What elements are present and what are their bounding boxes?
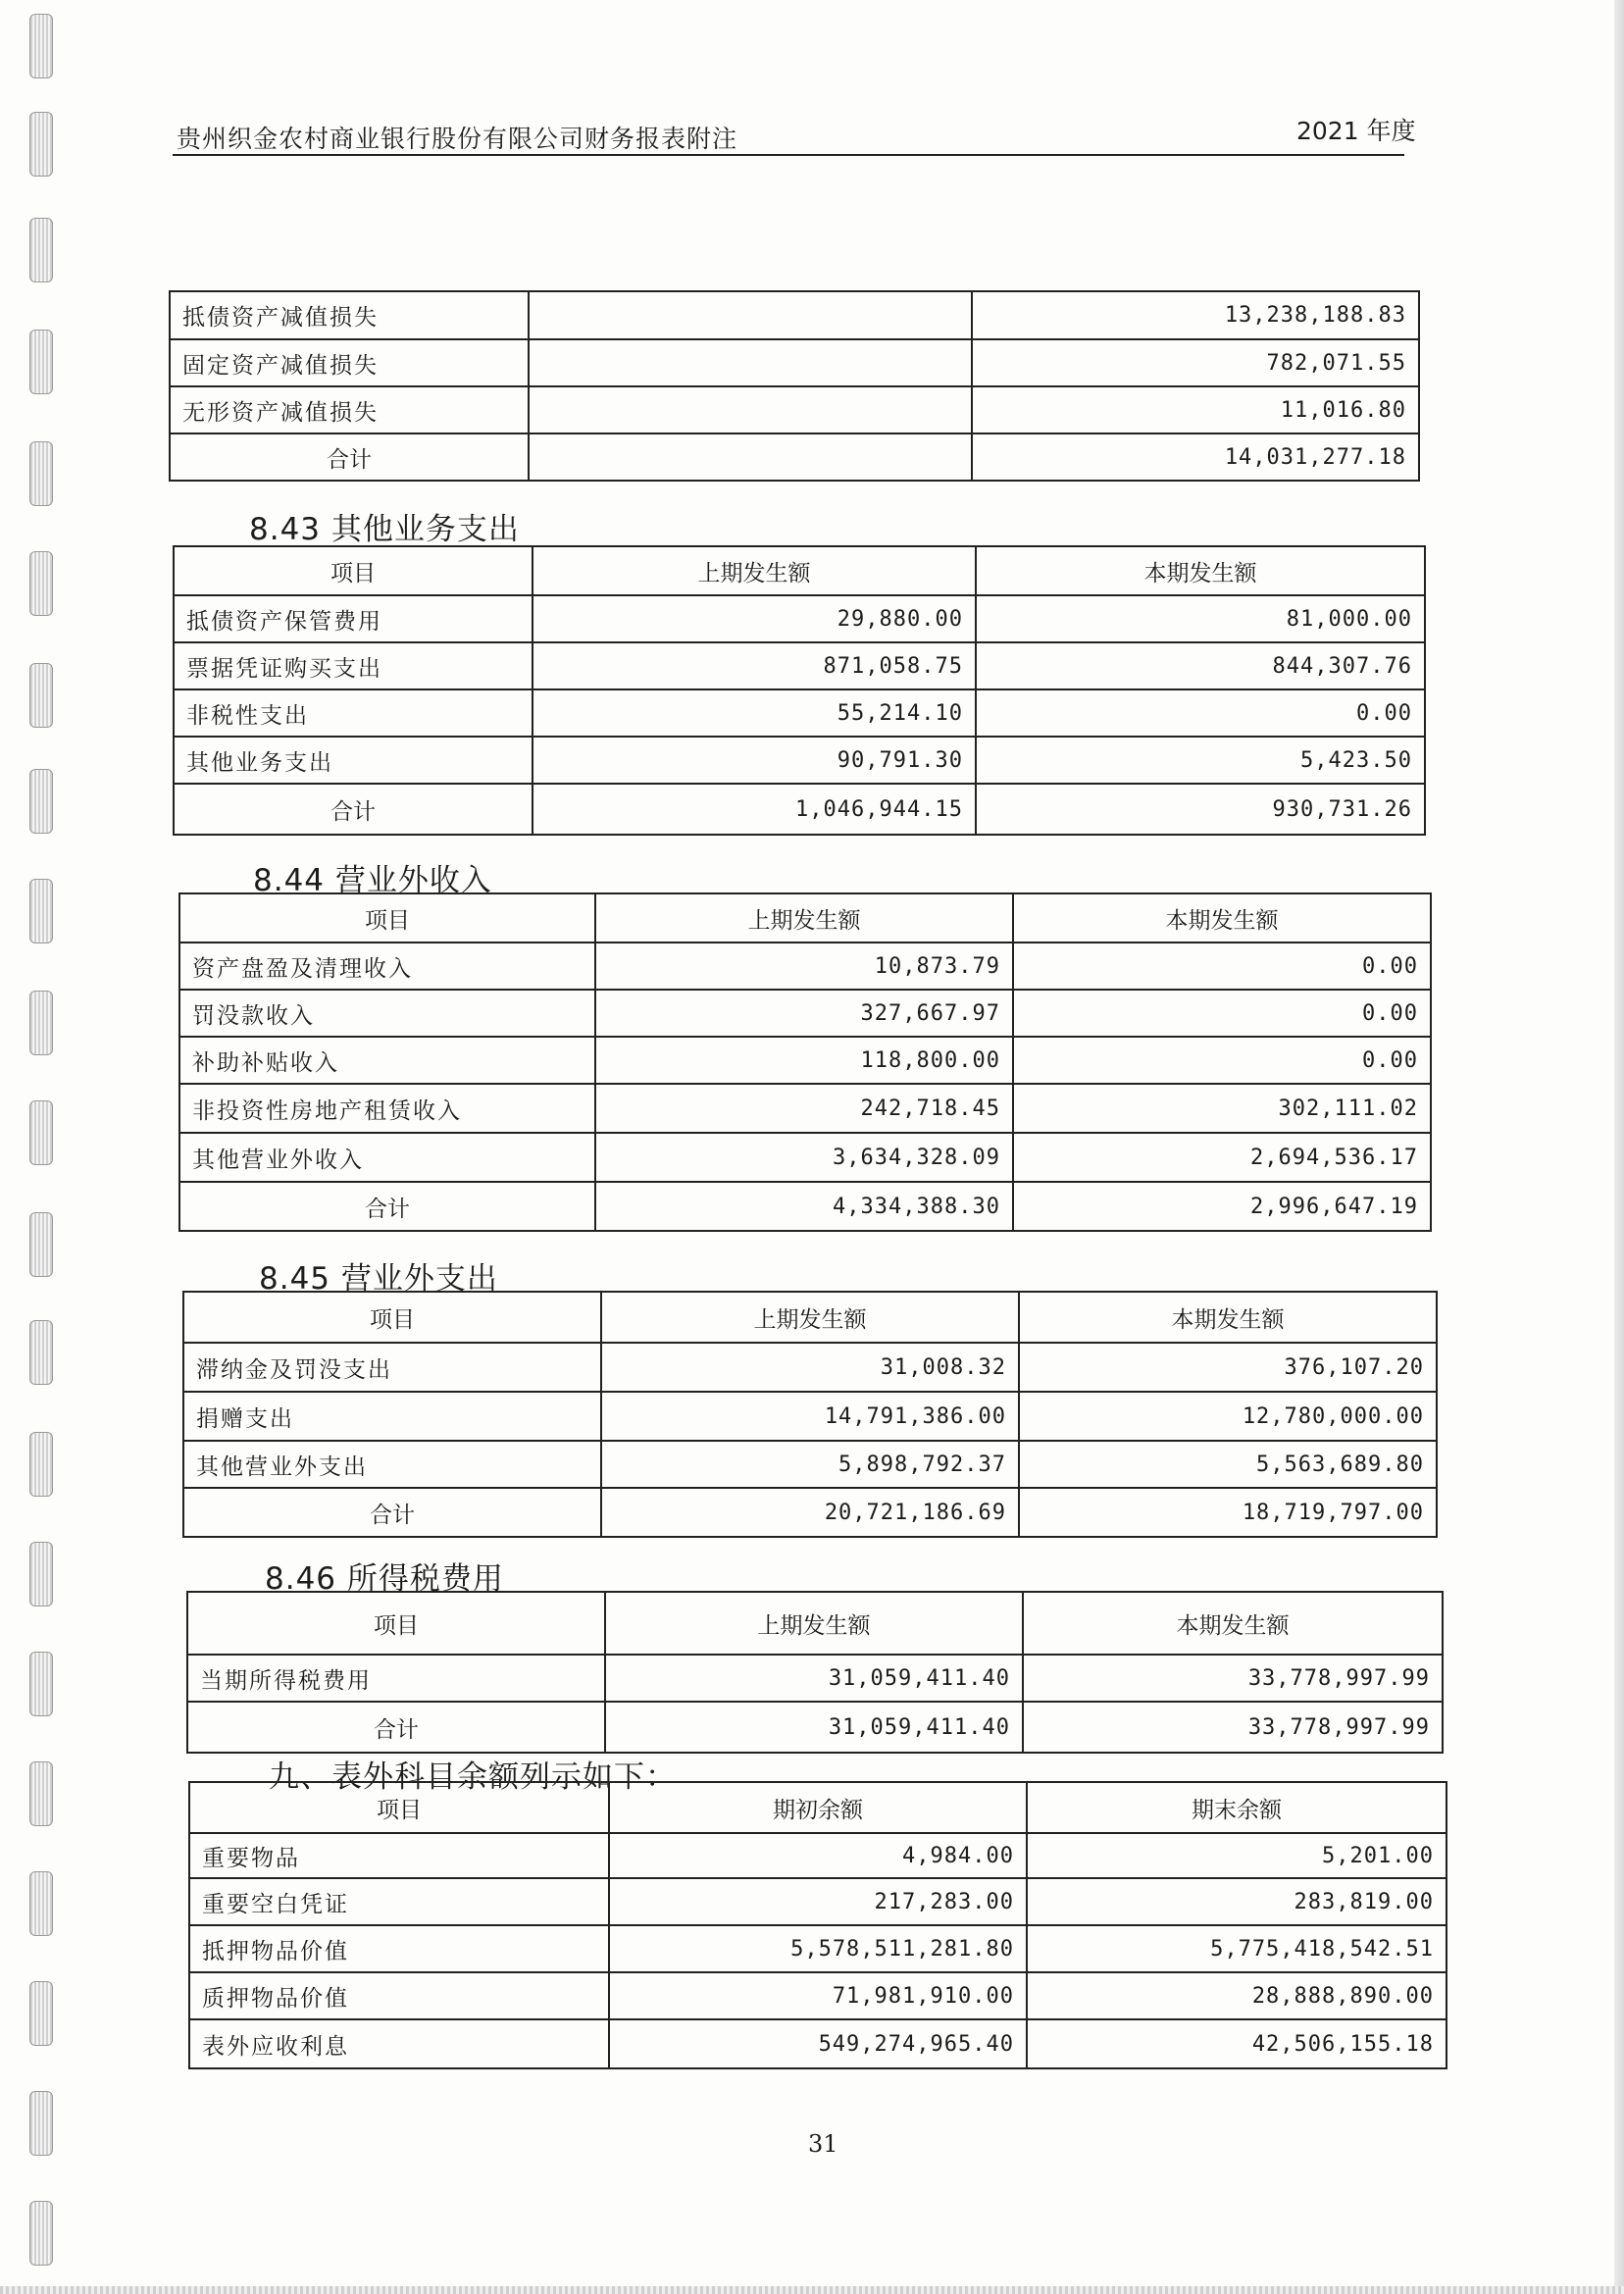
total-row: 合计 4,334,388.30 2,996,647.19 bbox=[179, 1182, 1431, 1231]
section-title-8-46: 8.46 所得税费用 bbox=[265, 1561, 504, 1597]
impairment-table bbox=[169, 290, 1420, 482]
report-title: 贵州织金农村商业银行股份有限公司财务报表附注 bbox=[177, 125, 738, 153]
row-label: 合计 bbox=[170, 433, 529, 481]
table-row: 非投资性房地产租赁收入 242,718.45 302,111.02 bbox=[179, 1084, 1431, 1133]
row-label: 固定资产减值损失 bbox=[170, 339, 529, 386]
section-title-off-balance: 九、表外科目余额列示如下： bbox=[269, 1759, 677, 1795]
table-row: 补助补贴收入 118,800.00 0.00 bbox=[179, 1037, 1431, 1084]
non-operating-income-table bbox=[178, 892, 1432, 1232]
other-business-expense-table bbox=[173, 545, 1426, 836]
table-header: 项目 期初余额 期末余额 bbox=[189, 1782, 1446, 1833]
table-row: 罚没款收入 327,667.97 0.00 bbox=[179, 990, 1431, 1037]
report-year: 2021 年度 bbox=[1296, 117, 1416, 145]
table-row: 重要空白凭证 217,283.00 283,819.00 bbox=[189, 1878, 1446, 1925]
current-value: 14,031,277.18 bbox=[972, 433, 1419, 481]
table-header: 项目 上期发生额 本期发生额 bbox=[183, 1292, 1437, 1343]
table-row: 票据凭证购买支出 871,058.75 844,307.76 bbox=[174, 642, 1425, 689]
total-row bbox=[170, 433, 1419, 481]
total-row: 合计 1,046,944.15 930,731.26 bbox=[174, 784, 1425, 835]
row-label: 无形资产减值损失 bbox=[170, 386, 529, 433]
page-edge-bottom bbox=[0, 2286, 1624, 2294]
table-row bbox=[170, 339, 1419, 386]
current-value: 11,016.80 bbox=[972, 386, 1419, 433]
section-title-8-45: 8.45 营业外支出 bbox=[259, 1261, 498, 1297]
table-row: 抵押物品价值 5,578,511,281.80 5,775,418,542.51 bbox=[189, 1925, 1446, 1972]
table-row: 滞纳金及罚没支出 31,008.32 376,107.20 bbox=[183, 1343, 1437, 1392]
table-row: 其他营业外支出 5,898,792.37 5,563,689.80 bbox=[183, 1441, 1437, 1488]
current-value: 13,238,188.83 bbox=[972, 291, 1419, 339]
table-row: 质押物品价值 71,981,910.00 28,888,890.00 bbox=[189, 1972, 1446, 2019]
table-row bbox=[170, 291, 1419, 339]
table-header: 项目 上期发生额 本期发生额 bbox=[174, 546, 1425, 595]
total-row: 合计 31,059,411.40 33,778,997.99 bbox=[187, 1702, 1443, 1753]
table-row: 当期所得税费用 31,059,411.40 33,778,997.99 bbox=[187, 1655, 1443, 1702]
table-header: 项目 上期发生额 本期发生额 bbox=[179, 893, 1431, 943]
header-rule bbox=[173, 154, 1404, 156]
page-edge bbox=[1614, 0, 1624, 2294]
section-title-8-43: 8.43 其他业务支出 bbox=[249, 512, 520, 547]
current-value: 782,071.55 bbox=[972, 339, 1419, 386]
total-row: 合计 20,721,186.69 18,719,797.00 bbox=[183, 1488, 1437, 1537]
off-balance-sheet-table bbox=[188, 1781, 1447, 2069]
binder-holes bbox=[29, 0, 55, 2294]
section-title-8-44: 8.44 营业外收入 bbox=[253, 863, 492, 898]
table-row: 重要物品 4,984.00 5,201.00 bbox=[189, 1833, 1446, 1878]
table-row: 抵债资产保管费用 29,880.00 81,000.00 bbox=[174, 595, 1425, 642]
table-row: 捐赠支出 14,791,386.00 12,780,000.00 bbox=[183, 1392, 1437, 1441]
table-row: 其他业务支出 90,791.30 5,423.50 bbox=[174, 737, 1425, 784]
row-label: 抵债资产减值损失 bbox=[170, 291, 529, 339]
table-row: 其他营业外收入 3,634,328.09 2,694,536.17 bbox=[179, 1133, 1431, 1182]
non-operating-expense-table bbox=[182, 1291, 1438, 1538]
income-tax-table bbox=[186, 1591, 1444, 1754]
table-row: 资产盘盈及清理收入 10,873.79 0.00 bbox=[179, 943, 1431, 990]
table-row bbox=[170, 386, 1419, 433]
page-number: 31 bbox=[808, 2130, 838, 2158]
table-row: 表外应收利息 549,274,965.40 42,506,155.18 bbox=[189, 2019, 1446, 2068]
table-header: 项目 上期发生额 本期发生额 bbox=[187, 1592, 1443, 1655]
table-row: 非税性支出 55,214.10 0.00 bbox=[174, 689, 1425, 737]
